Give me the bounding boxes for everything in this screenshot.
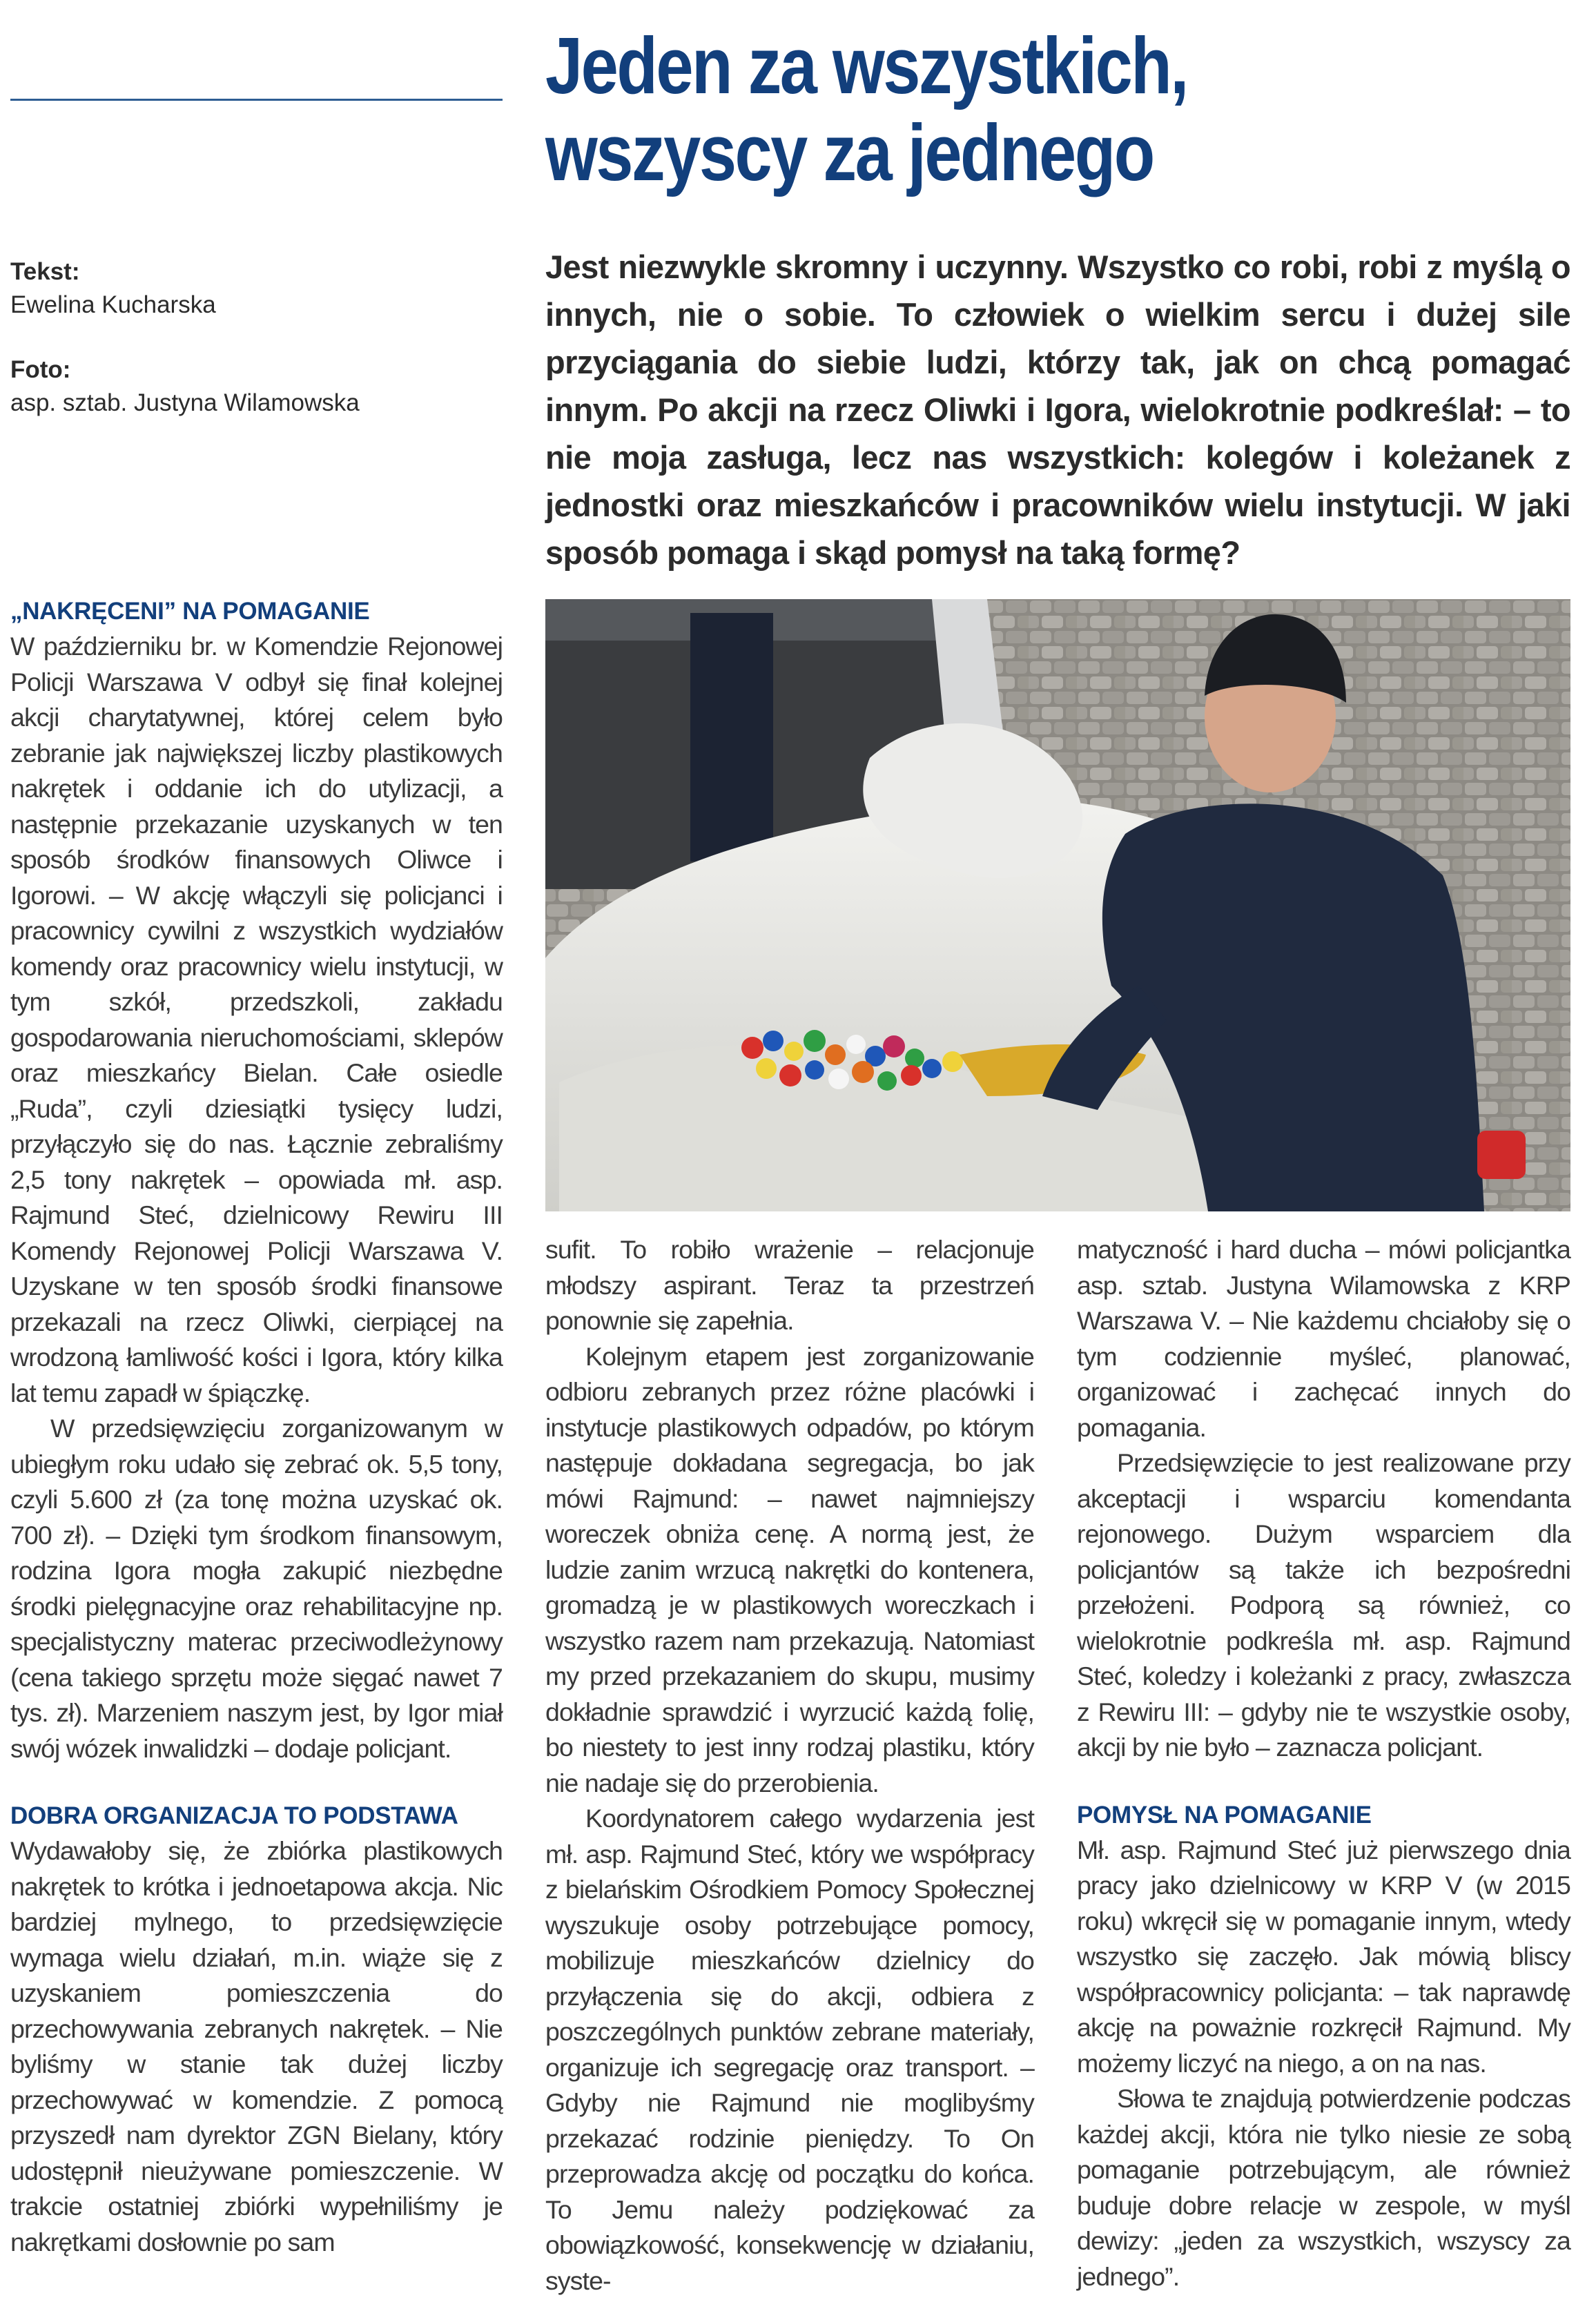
paragraph: Kolejnym etapem jest zorganizowanie odbioru zebranych przez różne placówki i instytucje plastikowych odpadów, po którym następuje dokładana segregacja, bo jak mówi Rajmund: – nawet najmniejszy woreczek obniża cenę. A normą jest, że ludzie zanim wrzucą nakrętki do kontenera, gromadzą je w plastikowych woreczkach i wszystko razem nam przekazują. Natomiast my przed przekazaniem do skupu, musimy dokładnie sprawdzić i wyrzucić każdą folię, bo niestety to jest inny rodzaj plastiku, który nie nadaje się do przerobienia. [545, 1341, 1034, 1797]
paragraph: W przedsięwzięciu zorganizowanym w ubiegłym roku udało się zebrać ok. 5,5 tony, czyli 5.600 zł (za tonę można uzyskać ok. 700 zł). – Dzięki tym środkom finansowym, rodzina Igora mogła zakupić niezbędne środki pielęgnacyjne oraz rehabilitacyjne np. specjalistyczny materac przeciwodleżynowy (cena takiego sprzętu może sięgać nawet 7 tys. zł). Marzeniem naszym jest, by Igor miał swój wózek inwalidzki – dodaje policjant. [10, 1414, 503, 1763]
paragraph: matyczność i hard ducha – mówi policjantka asp. sztab. Justyna Wilamowska z KRP Warszawa V. – Nie każdemu chciałoby się o tym codziennie myśleć, planować, organizować i zachęcać innych do pomagania. [1077, 1235, 1570, 1442]
text-credit-author: Ewelina Kucharska [10, 291, 216, 318]
photo-credit-author: asp. sztab. Justyna Wilamowska [10, 389, 360, 416]
paragraph: sufit. To robiło wrażenie – relacjonuje młodszy aspirant. Teraz ta przestrzeń ponownie się zapełnia. [545, 1235, 1034, 1335]
article-title [545, 22, 1403, 196]
column-2 [545, 1232, 1034, 2299]
title-line-2: wszyscy za jednego [545, 108, 1154, 197]
text-credit-label: Tekst: [10, 258, 80, 285]
section-heading-dobra-organizacja: DOBRA ORGANIZACJA TO PODSTAWA [10, 1802, 458, 1829]
article-lead: Jest niezwykle skromny i uczynny. Wszystko co robi, robi z myślą o innych, nie o sobie. To człowiek o wielkim sercu i dużej sile przyciągania do siebie ludzi, którzy tak, jak on chcą pomagać innym. Po akcji na rzecz Oliwki i Igora, wielokrotnie podkreślał: – to nie moja zasługa, lecz nas wszystkich: kolegów i koleżanek z jednostki oraz mieszkańców i pracowników wielu instytucji. W jaki sposób pomaga i skąd pomysł na taką formę? [545, 248, 1570, 571]
column-3 [1077, 1232, 1570, 2294]
article-photo [545, 599, 1570, 1211]
section-heading-pomysl: POMYSŁ NA POMAGANIE [1077, 1801, 1372, 1829]
paragraph: W październiku br. w Komendzie Rejonowej Policji Warszawa V odbył się finał kolejnej akcji charytatywnej, której celem było zebranie jak największej liczby plastikowych nakrętek i oddanie ich do utylizacji, a następnie przekazanie uzyskanych w ten sposób środków finansowych Oliwce i Igorowi. – W akcję włączyli się policjanci i pracownicy cywilni z wszystkich wydziałów komendy oraz pracownicy wielu instytucji, w tym szkół, przedszkoli, zakładu gospodarowania nieruchomościami, sklepów oraz mieszkańcy Bielan. Całe osiedle „Ruda”, czyli dziesiątki tysięcy ludzi, przyłączyło się do nas. Łącznie zebraliśmy 2,5 tony nakrętek – opowiada mł. asp. Rajmund Steć, dzielnicowy Rewiru III Komendy Rejonowej Policji Warszawa V. Uzyskane w ten sposób środki finansowe przekazali na rzecz Oliwki, cierpiącej na wrodzoną łamliwość kości i Igora, który kilka lat temu zapadł w śpiączkę. [10, 632, 503, 1407]
paragraph: Słowa te znajdują potwierdzenie podczas każdej akcji, która nie tylko niesie ze sobą pomaganie potrzebującym, ale również buduje dobre relacje w zespole, w myśl dewizy: „jeden za wszystkich, wszyscy za jednego”. [1077, 2084, 1570, 2291]
paragraph: Wydawałoby się, że zbiórka plastikowych nakrętek to krótka i jednoetapowa akcja. Nic bardziej mylnego, to przedsięwzięcie wymaga wielu działań, m.in. wiąże się z uzyskaniem pomieszczenia do przechowywania zebranych nakrętek. – Nie byliśmy w stanie tak dużej liczby przechowywać w komendzie. Z pomocą przyszedł nam dyrektor ZGN Bielany, który udostępnił nieużywane pomieszczenie. W trakcie ostatniej zbiórki wypełniliśmy je nakrętkami dosłownie po sam [10, 1836, 503, 2256]
paragraph: Koordynatorem całego wydarzenia jest mł. asp. Rajmund Steć, który we współpracy z bielańskim Ośrodkiem Pomocy Społecznej wyszukuje osoby potrzebujące pomocy, mobilizuje mieszkańców dzielnicy do przyłączenia się do akcji, odbiera z poszczególnych punktów zebrane materiały, organizuje ich segregację oraz transport. – Gdyby nie Rajmund nie moglibyśmy przekazać rodzinie pieniędzy. To On przeprowadza akcję od początku do końca. To Jemu należy podziękować za obowiązkowość, konsekwencję w działaniu, syste- [545, 1804, 1034, 2295]
photo-credit-label: Foto: [10, 356, 71, 383]
paragraph: Mł. asp. Rajmund Steć już pierwszego dnia pracy jako dzielnicowy w KRP V (w 2015 roku) wkręcił się w pomaganie innym, wtedy wszystko się zaczęło. Jak mówią bliscy współpracownicy policjanta: – tak naprawdę akcję na poważnie rozkręcił Rajmund. My możemy liczyć na niego, a on na nas. [1077, 1835, 1570, 2078]
paragraph: Przedsięwzięcie to jest realizowane przy akceptacji i wsparciu komendanta rejonowego. Dużym wsparciem dla policjantów są także ich bezpośredni przełożeni. Podporą są również, co wielokrotnie podkreśla mł. asp. Rajmund Steć, koledzy i koleżanki z pracy, zwłaszcza z Rewiru III: – gdyby nie te wszystkie osoby, akcji by nie było – zaznacza policjant. [1077, 1448, 1570, 1762]
column-1 [10, 594, 503, 2260]
photo-illustration [545, 599, 1570, 1211]
credits [10, 255, 494, 420]
section-heading-nakreceni: „NAKRĘCENI” NA POMAGANIE [10, 598, 370, 625]
header-rule [10, 99, 503, 101]
title-line-1: Jeden za wszystkich, [545, 21, 1187, 110]
